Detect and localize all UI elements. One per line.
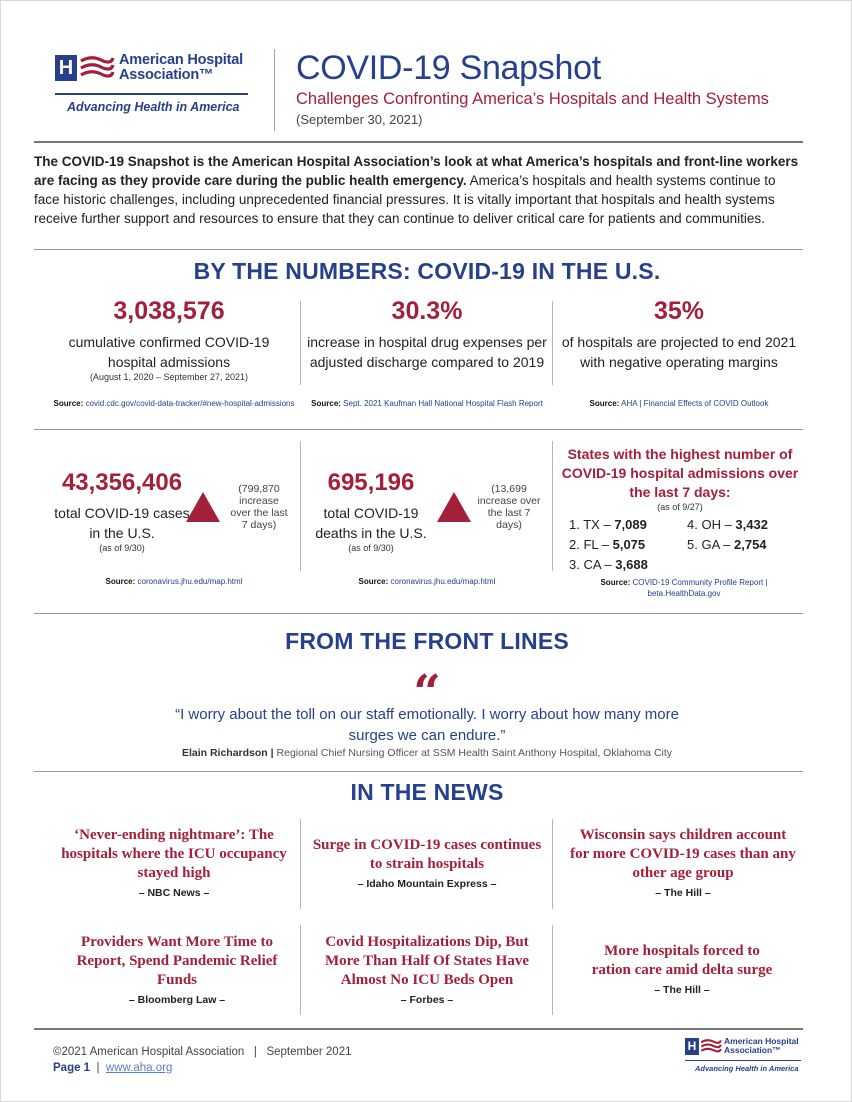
source-drug-expenses: Source: Sept. 2021 Kaufman Hall National Hospital Flash Report: [311, 399, 543, 408]
column-divider: [552, 441, 553, 571]
news-source: – NBC News –: [138, 887, 210, 899]
states-note: (as of 9/27): [657, 502, 703, 512]
increase-arrow-icon: [437, 492, 471, 522]
news-item[interactable]: [319, 933, 535, 1006]
news-item[interactable]: [69, 933, 285, 1006]
source-link[interactable]: covid.cdc.gov/covid-data-tracker/#new-hospital-admissions: [85, 399, 295, 408]
list-item: 1. TX – 7,089: [569, 517, 647, 532]
footer-logo: [685, 1037, 803, 1073]
stat-value: 43,356,406: [61, 469, 183, 496]
news-item[interactable]: [569, 826, 797, 899]
list-item: 3. CA – 3,688: [569, 557, 648, 572]
intro-text: America’s hospitals and health systems continue to face historic challenges, including unprecedented financial pressures. It is vitally important that hospitals and health systems receive further support and resources to ensure that they can continue to deliver critical care for patients and communities.: [34, 173, 776, 226]
stat-desc: of hospitals are projected to end 2021 with negative operating margins: [561, 334, 797, 370]
news-source: – The Hill –: [654, 984, 710, 996]
logo-name: American Hospital Association™: [119, 52, 243, 83]
section-title-front-lines: FROM THE FRONT LINES: [285, 628, 569, 654]
list-item: 4. OH – 3,432: [687, 517, 768, 532]
quote-icon: “: [413, 665, 441, 721]
stat-negative-margins: [559, 297, 799, 372]
logo-tagline: Advancing Health in America: [67, 99, 240, 114]
states-block: [558, 445, 802, 512]
source-link[interactable]: coronavirus.jhu.edu/map.html: [390, 577, 496, 586]
source-cases: Source: coronavirus.jhu.edu/map.html: [105, 577, 243, 586]
quote-attribution: Elain Richardson | Regional Chief Nursing Officer at SSM Health Saint Anthony Hospital, Oklahoma City: [181, 747, 673, 759]
states-list-left: [569, 515, 684, 575]
aha-logo: [55, 53, 255, 114]
source-states: Source: COVID-19 Community Profile Report | beta.HealthData.gov: [600, 578, 768, 598]
section-title-news: IN THE NEWS: [350, 779, 504, 805]
h-icon: H: [55, 55, 77, 81]
stat-value: 30.3%: [391, 297, 463, 325]
stat-desc: cumulative confirmed COVID-19 hospital admissions: [68, 334, 270, 370]
stat-cases: [53, 469, 191, 553]
news-item[interactable]: [311, 836, 543, 890]
news-item[interactable]: [587, 942, 777, 996]
states-list-right: [687, 515, 797, 555]
news-source: – Bloomberg Law –: [128, 994, 226, 1006]
stat-note: (as of 9/30): [348, 543, 394, 553]
stat-desc: total COVID-19 cases in the U.S.: [54, 505, 190, 541]
source-link[interactable]: coronavirus.jhu.edu/map.html: [137, 577, 243, 586]
divider: [34, 249, 803, 250]
stat-admissions: [49, 297, 289, 382]
column-divider: [552, 925, 553, 1015]
increase-arrow-icon: [186, 492, 220, 522]
flag-stripes-icon: [700, 1038, 722, 1055]
stat-note: (August 1, 2020 – September 27, 2021): [89, 372, 249, 382]
column-divider: [300, 925, 301, 1015]
news-headline[interactable]: Wisconsin says children account for more COVID-19 cases than any other age group: [570, 827, 796, 881]
divider: [34, 141, 803, 143]
increase-note: (799,870 increase over the last 7 days): [230, 483, 288, 531]
news-headline[interactable]: Providers Want More Time to Report, Spend Pandemic Relief Funds: [76, 934, 278, 988]
footer-logo-tagline: Advancing Health in America: [695, 1064, 799, 1073]
states-title: States with the highest number of COVID-19 hospital admissions over the last 7 days:: [561, 446, 799, 500]
page-title: COVID-19 Snapshot: [296, 49, 601, 87]
flag-stripes-icon: [79, 55, 115, 81]
column-divider: [300, 819, 301, 909]
stat-note: (as of 9/30): [99, 543, 145, 553]
quote-author: Elain Richardson: [181, 747, 268, 759]
footer-copyright: ©2021 American Hospital Association | September 2021: [53, 1046, 352, 1058]
source-link[interactable]: AHA | Financial Effects of COVID Outlook: [621, 399, 769, 408]
increase-note: (13,699 increase over the last 7 days): [477, 483, 541, 531]
stat-deaths: [311, 469, 431, 553]
news-source: – Forbes –: [400, 994, 454, 1006]
stat-value: 35%: [653, 297, 705, 325]
h-icon: H: [685, 1038, 699, 1055]
source-deaths: Source: coronavirus.jhu.edu/map.html: [358, 577, 496, 586]
quote-text: “I worry about the toll on our staff emotionally. I worry about how many more surges we can endure.”: [175, 706, 679, 744]
news-headline[interactable]: More hospitals forced to ration care amid delta surge: [591, 943, 773, 978]
column-divider: [552, 819, 553, 909]
logo-rule: [55, 93, 248, 95]
news-headline[interactable]: Surge in COVID-19 cases continues to strain hospitals: [312, 837, 542, 872]
list-item: 5. GA – 2,754: [687, 537, 767, 552]
footer-logo-name: American Hospital Association™: [724, 1036, 799, 1055]
source-negative-margins: Source: AHA | Financial Effects of COVID Outlook: [589, 399, 769, 408]
source-link[interactable]: COVID-19 Community Profile Report | beta.HealthData.gov: [632, 578, 768, 598]
news-source: – Idaho Mountain Express –: [357, 878, 497, 890]
column-divider: [300, 301, 301, 385]
source-link[interactable]: Sept. 2021 Kaufman Hall National Hospital Flash Report: [343, 399, 543, 408]
header-divider: [274, 49, 275, 131]
section-title-numbers: BY THE NUMBERS: COVID-19 IN THE U.S.: [193, 258, 661, 284]
source-admissions: Source: covid.cdc.gov/covid-data-tracker/#new-hospital-admissions: [53, 399, 295, 408]
divider: [34, 1028, 803, 1030]
logo-rule: [685, 1060, 801, 1061]
page-date: (September 30, 2021): [296, 112, 423, 127]
stat-value: 3,038,576: [113, 297, 225, 325]
footer-page-line: Page 1 | www.aha.org: [53, 1062, 173, 1074]
column-divider: [552, 301, 553, 385]
intro-bold: The COVID-19 Snapshot is the American Hospital Association’s look at what America’s hospitals and front-line workers are facing as they provide care during the public health emergency.: [34, 154, 799, 188]
news-item[interactable]: [51, 826, 297, 899]
news-headline[interactable]: ‘Never-ending nightmare’: The hospitals where the ICU occupancy stayed high: [61, 827, 287, 881]
divider: [34, 613, 803, 614]
quote-role: Regional Chief Nursing Officer at SSM Health Saint Anthony Hospital, Oklahoma City: [276, 747, 673, 759]
divider: [34, 771, 803, 772]
stat-value: 695,196: [327, 469, 415, 496]
website-link[interactable]: www.aha.org: [105, 1062, 173, 1074]
list-item: 2. FL – 5,075: [569, 537, 646, 552]
news-headline[interactable]: Covid Hospitalizations Dip, But More Than Half Of States Have Almost No ICU Beds Open: [324, 934, 530, 988]
stat-drug-expenses: [306, 297, 548, 372]
column-divider: [300, 441, 301, 571]
intro-paragraph: [34, 152, 804, 228]
stat-desc: total COVID-19 deaths in the U.S.: [315, 505, 427, 541]
divider: [34, 429, 803, 430]
page-subtitle: Challenges Confronting America’s Hospitals and Health Systems: [296, 90, 769, 108]
stat-desc: increase in hospital drug expenses per adjusted discharge compared to 2019: [307, 334, 547, 370]
news-source: – The Hill –: [655, 887, 711, 899]
page-number: Page 1: [53, 1062, 91, 1074]
